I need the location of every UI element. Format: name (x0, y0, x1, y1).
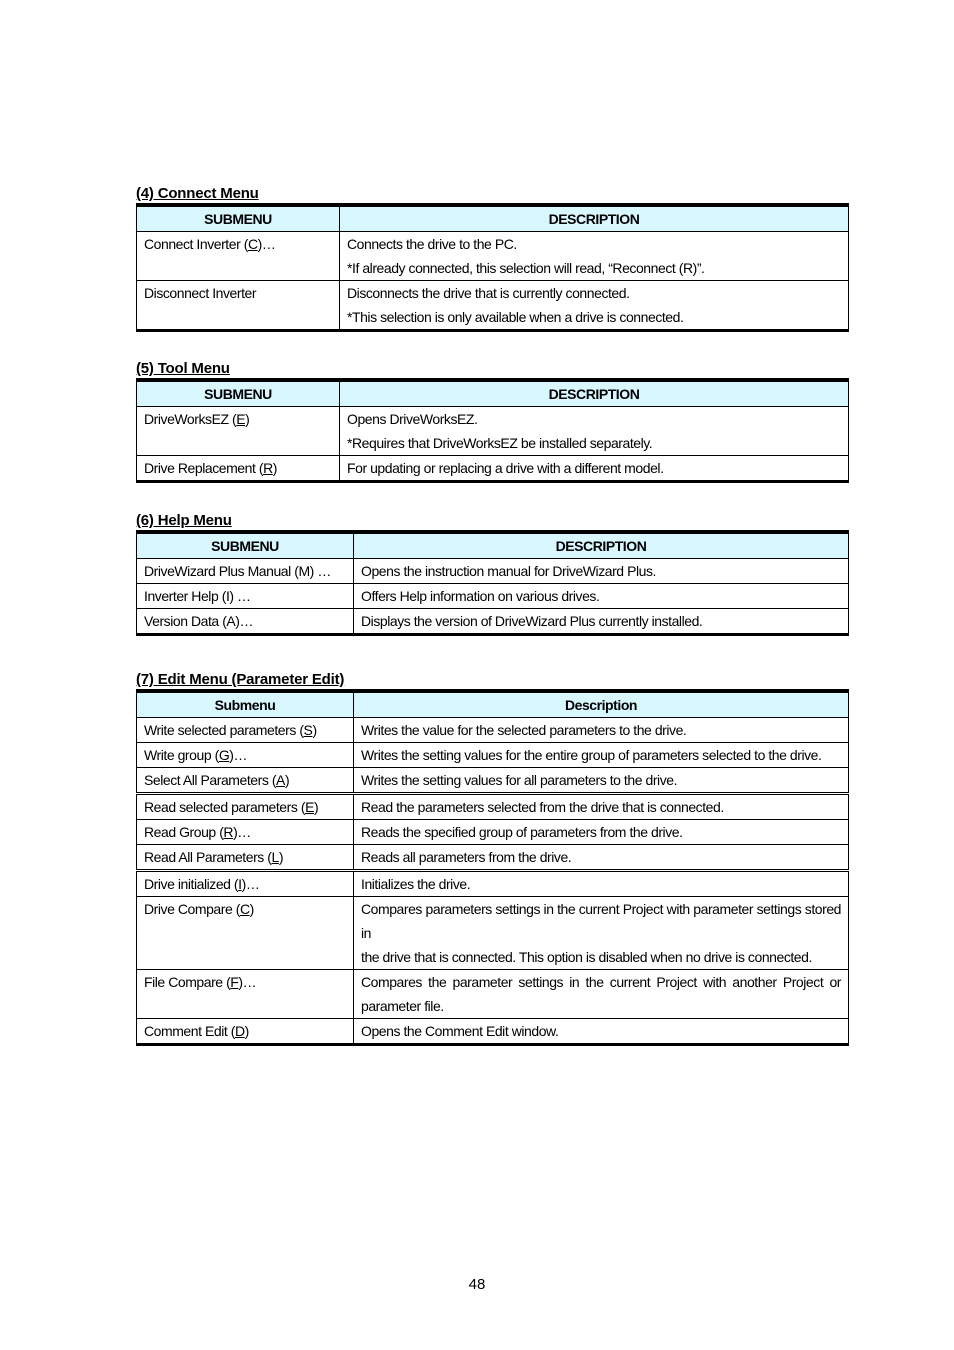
submenu-cell (137, 820, 354, 845)
shortcut-key: R (223, 824, 234, 840)
column-header-description: DESCRIPTION (340, 205, 849, 232)
submenu-label-suffix: ) (245, 411, 250, 427)
description-cell: Offers Help information on various drives. (354, 584, 849, 609)
connect-menu-section (136, 185, 848, 332)
table-row (137, 820, 849, 845)
table-row (137, 456, 849, 482)
description-line: Writes the value for the selected parameters to the drive. (361, 722, 687, 738)
description-cell (340, 232, 849, 281)
description-line: parameter file. (361, 998, 444, 1014)
section-title: (7) Edit Menu (Parameter Edit) (136, 671, 345, 688)
shortcut-key: S (303, 722, 313, 738)
table-row (137, 897, 849, 970)
shortcut-key: G (218, 747, 230, 763)
table-row (137, 281, 849, 331)
submenu-cell (137, 718, 354, 743)
shortcut-key: I (238, 876, 242, 892)
table-row (137, 970, 849, 1019)
column-header-description: Description (354, 691, 849, 718)
submenu-label-suffix: )… (257, 236, 276, 252)
submenu-cell (137, 232, 340, 281)
description-line: the drive that is connected. This option is disabled when no drive is connected. (361, 949, 812, 965)
edit-menu-section (136, 671, 848, 1046)
column-header-description: DESCRIPTION (340, 380, 849, 407)
shortcut-key: A (276, 772, 285, 788)
submenu-label-suffix: )… (233, 824, 251, 840)
submenu-label: Drive Compare ( (144, 901, 240, 917)
description-cell (354, 845, 849, 871)
submenu-cell (137, 743, 354, 768)
submenu-cell (137, 768, 354, 794)
submenu-label-suffix: ) (244, 1023, 249, 1039)
submenu-label-suffix: )… (238, 974, 257, 990)
submenu-label-suffix: )… (241, 876, 260, 892)
description-line: Compares parameters settings in the current Project with parameter settings stored in (361, 901, 841, 941)
column-header-submenu: SUBMENU (137, 205, 340, 232)
description-cell (354, 718, 849, 743)
submenu-cell (137, 845, 354, 871)
submenu-cell (137, 871, 354, 897)
column-header-submenu: SUBMENU (137, 380, 340, 407)
submenu-label-suffix: )… (229, 747, 248, 763)
column-header-description: DESCRIPTION (354, 532, 849, 559)
submenu-label: Read All Parameters ( (144, 849, 272, 865)
connect-menu-table (136, 203, 849, 332)
description-line: For updating or replacing a drive with a different model. (347, 460, 664, 476)
description-line: Opens DriveWorksEZ. (347, 411, 478, 427)
description-line: Compares the parameter settings in the current Project with another Project or (361, 974, 841, 990)
description-cell (354, 871, 849, 897)
description-line: *This selection is only available when a drive is connected. (347, 309, 684, 325)
description-line: Initializes the drive. (361, 876, 471, 892)
shortcut-key: C (239, 901, 250, 917)
help-menu-section (136, 512, 848, 636)
description-line: Opens the Comment Edit window. (361, 1023, 559, 1039)
shortcut-key: E (236, 411, 246, 427)
submenu-label-suffix: ) (249, 901, 254, 917)
submenu-label-suffix: ) (284, 772, 290, 788)
shortcut-key: L (271, 849, 279, 865)
submenu-label: File Compare ( (144, 974, 231, 990)
submenu-label-suffix: ) (312, 722, 317, 738)
column-header-submenu: SUBMENU (137, 532, 354, 559)
submenu-cell (137, 407, 340, 456)
submenu-label: Comment Edit ( (144, 1023, 235, 1039)
submenu-label-suffix: ) (272, 460, 277, 476)
table-row (137, 232, 849, 281)
table-row (137, 871, 849, 897)
description-cell (340, 456, 849, 482)
table-row (137, 794, 849, 820)
submenu-cell (137, 794, 354, 820)
submenu-cell (137, 970, 354, 1019)
description-line: Reads all parameters from the drive. (361, 849, 572, 865)
description-cell (354, 820, 849, 845)
table-row (137, 1019, 849, 1045)
submenu-label: Write group ( (144, 747, 219, 763)
description-line: Disconnects the drive that is currently connected. (347, 285, 630, 301)
shortcut-key: R (263, 460, 273, 476)
submenu-cell (137, 897, 354, 970)
description-cell (354, 794, 849, 820)
description-cell (354, 1019, 849, 1045)
section-title: (6) Help Menu (136, 512, 232, 529)
submenu-label: Drive Replacement ( (144, 460, 264, 476)
description-cell: Opens the instruction manual for DriveWizard Plus. (354, 559, 849, 584)
table-row (137, 609, 849, 635)
description-cell (354, 743, 849, 768)
table-row (137, 559, 849, 584)
table-row (137, 768, 849, 794)
shortcut-key: E (305, 799, 314, 815)
submenu-label: Read Group ( (144, 824, 224, 840)
description-cell (354, 768, 849, 794)
shortcut-key: C (247, 236, 258, 252)
tool-menu-section (136, 360, 848, 483)
table-row (137, 407, 849, 456)
column-header-submenu: Submenu (137, 691, 354, 718)
submenu-cell (137, 456, 340, 482)
submenu-cell (137, 281, 340, 331)
description-cell (354, 970, 849, 1019)
submenu-label: Select All Parameters ( (144, 772, 277, 788)
help-menu-table (136, 530, 849, 636)
submenu-label: Connect Inverter ( (144, 236, 248, 252)
submenu-label: Drive initialized ( (144, 876, 239, 892)
description-line: Read the parameters selected from the drive that is connected. (361, 799, 724, 815)
table-row (137, 743, 849, 768)
submenu-cell (137, 1019, 354, 1045)
submenu-label: Write selected parameters ( (144, 722, 304, 738)
shortcut-key: F (230, 974, 239, 990)
submenu-label: Read selected parameters ( (144, 799, 306, 815)
submenu-cell: DriveWizard Plus Manual (M) … (137, 559, 354, 584)
description-line: Writes the setting values for the entire group of parameters selected to the drive. (361, 747, 822, 763)
description-cell: Displays the version of DriveWizard Plus currently installed. (354, 609, 849, 635)
tool-menu-table (136, 378, 849, 483)
description-line: *Requires that DriveWorksEZ be installed separately. (347, 435, 653, 451)
submenu-label-suffix: ) (278, 849, 284, 865)
description-line: Reads the specified group of parameters from the drive. (361, 824, 683, 840)
submenu-label-suffix: ) (313, 799, 319, 815)
description-line: *If already connected, this selection will read, “Reconnect (R)”. (347, 260, 705, 276)
description-line: Writes the setting values for all parameters to the drive. (361, 772, 678, 788)
description-line: Connects the drive to the PC. (347, 236, 517, 252)
description-cell (340, 281, 849, 331)
description-cell (340, 407, 849, 456)
page-number: 48 (468, 1276, 486, 1293)
submenu-cell: Inverter Help (I) … (137, 584, 354, 609)
submenu-label: Disconnect Inverter (144, 285, 257, 301)
section-title: (4) Connect Menu (136, 185, 259, 202)
submenu-label: DriveWorksEZ ( (144, 411, 237, 427)
submenu-cell: Version Data (A)… (137, 609, 354, 635)
section-title: (5) Tool Menu (136, 360, 230, 377)
description-cell (354, 897, 849, 970)
table-row (137, 845, 849, 871)
edit-menu-table (136, 689, 849, 1046)
table-row (137, 584, 849, 609)
table-row (137, 718, 849, 743)
shortcut-key: D (234, 1023, 245, 1039)
